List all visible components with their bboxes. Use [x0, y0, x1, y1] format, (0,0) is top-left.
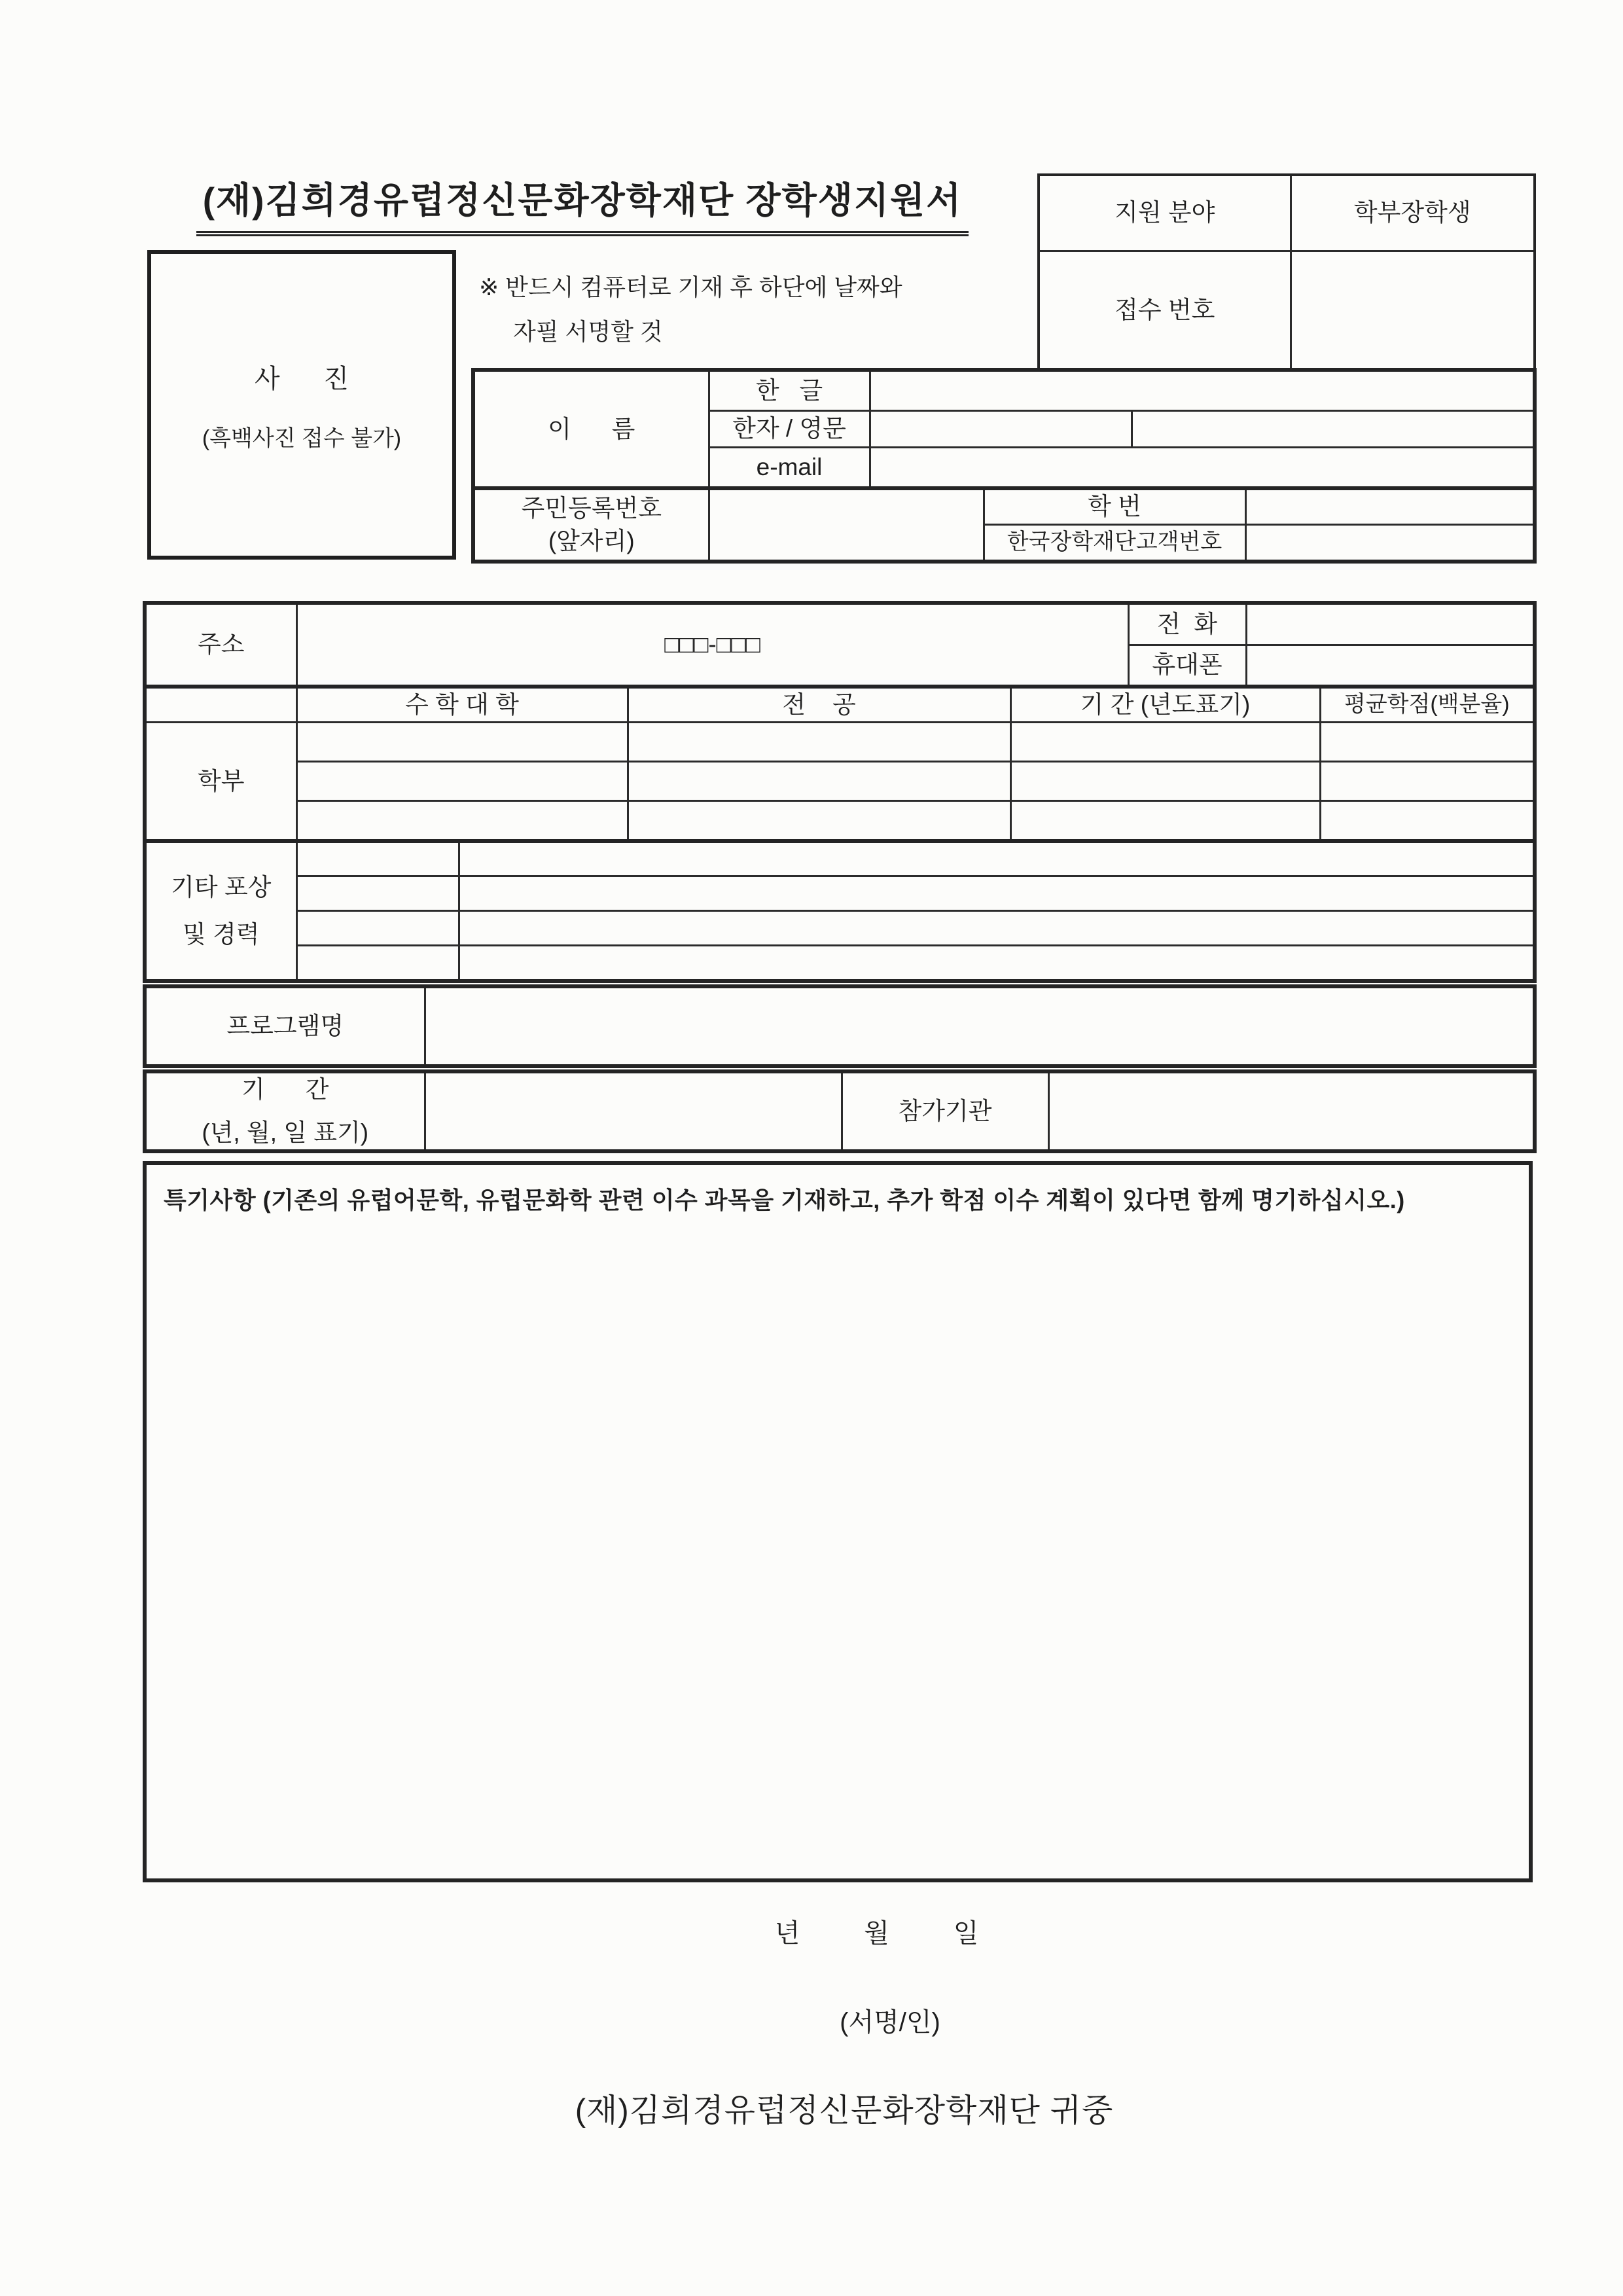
education-header-blank	[145, 687, 296, 722]
awards-row4-detail-input[interactable]	[459, 945, 1535, 981]
awards-label-line1: 기타 포상	[171, 874, 272, 901]
edu-row2-university-input[interactable]	[296, 761, 628, 800]
recipient-line: (재)김희경유럽정신문화장학재단 귀중	[575, 2093, 1114, 2128]
education-header-university: 수 학 대 학	[296, 687, 628, 722]
hanja-name-input[interactable]	[870, 410, 1132, 447]
awards-row2-type-input[interactable]	[296, 876, 459, 910]
signature-seal-line: (서명/인)	[840, 2008, 940, 2037]
mobile-label: 휴대폰	[1128, 645, 1246, 687]
address-label: 주소	[145, 603, 296, 687]
remarks-input[interactable]	[151, 1237, 1525, 1874]
edu-row3-major-input[interactable]	[628, 800, 1010, 841]
instruction-note-line2: 자필 서명할 것	[513, 318, 663, 345]
hangul-name-input[interactable]	[870, 370, 1535, 410]
email-label: e-mail	[709, 447, 870, 488]
rrn-input[interactable]	[709, 488, 984, 562]
remarks-box	[143, 1161, 1533, 1882]
name-table	[471, 368, 1537, 490]
student-no-input[interactable]	[1245, 488, 1535, 524]
address-table	[143, 601, 1537, 689]
edu-row2-period-input[interactable]	[1010, 761, 1320, 800]
rrn-label	[473, 488, 709, 562]
edu-row2-gpa-input[interactable]	[1320, 761, 1535, 800]
photo-note: (흑백사진 접수 불가)	[202, 425, 402, 451]
program-label: 프로그램명	[145, 986, 425, 1066]
edu-row1-major-input[interactable]	[628, 722, 1010, 761]
education-header-major: 전 공	[628, 687, 1010, 722]
edu-row2-major-input[interactable]	[628, 761, 1010, 800]
edu-row1-gpa-input[interactable]	[1320, 722, 1535, 761]
hangul-label: 한 글	[709, 370, 870, 410]
kosaf-no-input[interactable]	[1245, 524, 1535, 562]
awards-label-line2: 및 경력	[182, 921, 260, 948]
awards-row4-type-input[interactable]	[296, 945, 459, 981]
period-table	[143, 1069, 1537, 1153]
phone-input[interactable]	[1246, 603, 1535, 645]
address-input[interactable]: □□□-□□□	[296, 603, 1128, 687]
english-name-input[interactable]	[1132, 410, 1535, 447]
edu-row1-university-input[interactable]	[296, 722, 628, 761]
receipt-table	[1037, 173, 1536, 371]
name-label: 이 름	[473, 370, 709, 488]
form-title: (재)김희경유럽정신문화장학재단 장학생지원서	[196, 171, 969, 236]
photo-label: 사 진	[255, 364, 349, 393]
apply-field-value: 학부장학생	[1291, 175, 1535, 251]
awards-row1-detail-input[interactable]	[459, 841, 1535, 876]
hanja-eng-label: 한자 / 영문	[709, 410, 870, 447]
program-name-input[interactable]	[425, 986, 1535, 1066]
rrn-label-line2: (앞자리)	[548, 528, 635, 554]
awards-table	[143, 839, 1537, 983]
period-input[interactable]	[425, 1071, 842, 1151]
phone-label: 전 화	[1128, 603, 1246, 645]
period-label-line2: (년, 월, 일 표기)	[202, 1119, 369, 1146]
signature-date-line: 년 월 일	[774, 1919, 980, 1948]
edu-row3-period-input[interactable]	[1010, 800, 1320, 841]
form-title-wrap	[98, 171, 1067, 236]
program-table	[143, 984, 1537, 1068]
awards-label	[145, 841, 296, 981]
rrn-table	[471, 486, 1537, 564]
edu-row3-university-input[interactable]	[296, 800, 628, 841]
instruction-note-line1: ※ 반드시 컴퓨터로 기재 후 하단에 날짜와	[479, 274, 902, 300]
apply-field-label: 지원 분야	[1039, 175, 1291, 251]
awards-row2-detail-input[interactable]	[459, 876, 1535, 910]
photo-box	[147, 250, 456, 560]
edu-row3-gpa-input[interactable]	[1320, 800, 1535, 841]
awards-row3-detail-input[interactable]	[459, 910, 1535, 945]
kosaf-no-label: 한국장학재단고객번호	[984, 524, 1245, 562]
education-table	[143, 685, 1537, 843]
edu-row1-period-input[interactable]	[1010, 722, 1320, 761]
education-header-period: 기 간 (년도표기)	[1010, 687, 1320, 722]
receipt-no-input[interactable]	[1291, 251, 1535, 370]
undergraduate-label: 학부	[145, 722, 296, 841]
email-input[interactable]	[870, 447, 1535, 488]
student-no-label: 학 번	[984, 488, 1245, 524]
mobile-input[interactable]	[1246, 645, 1535, 687]
awards-row3-type-input[interactable]	[296, 910, 459, 945]
education-header-gpa: 평균학점(백분율)	[1320, 687, 1535, 722]
receipt-no-label: 접수 번호	[1039, 251, 1291, 370]
remarks-heading: 특기사항 (기존의 유럽어문학, 유럽문화학 관련 이수 과목을 기재하고, 추가 학점 이수 계획이 있다면 함께 명기하십시오.)	[164, 1187, 1405, 1213]
participating-org-input[interactable]	[1048, 1071, 1535, 1151]
rrn-label-line1: 주민등록번호	[521, 495, 662, 522]
period-label	[145, 1071, 425, 1151]
awards-row1-type-input[interactable]	[296, 841, 459, 876]
participating-org-label: 참가기관	[842, 1071, 1048, 1151]
period-label-line1: 기 간	[241, 1076, 329, 1103]
